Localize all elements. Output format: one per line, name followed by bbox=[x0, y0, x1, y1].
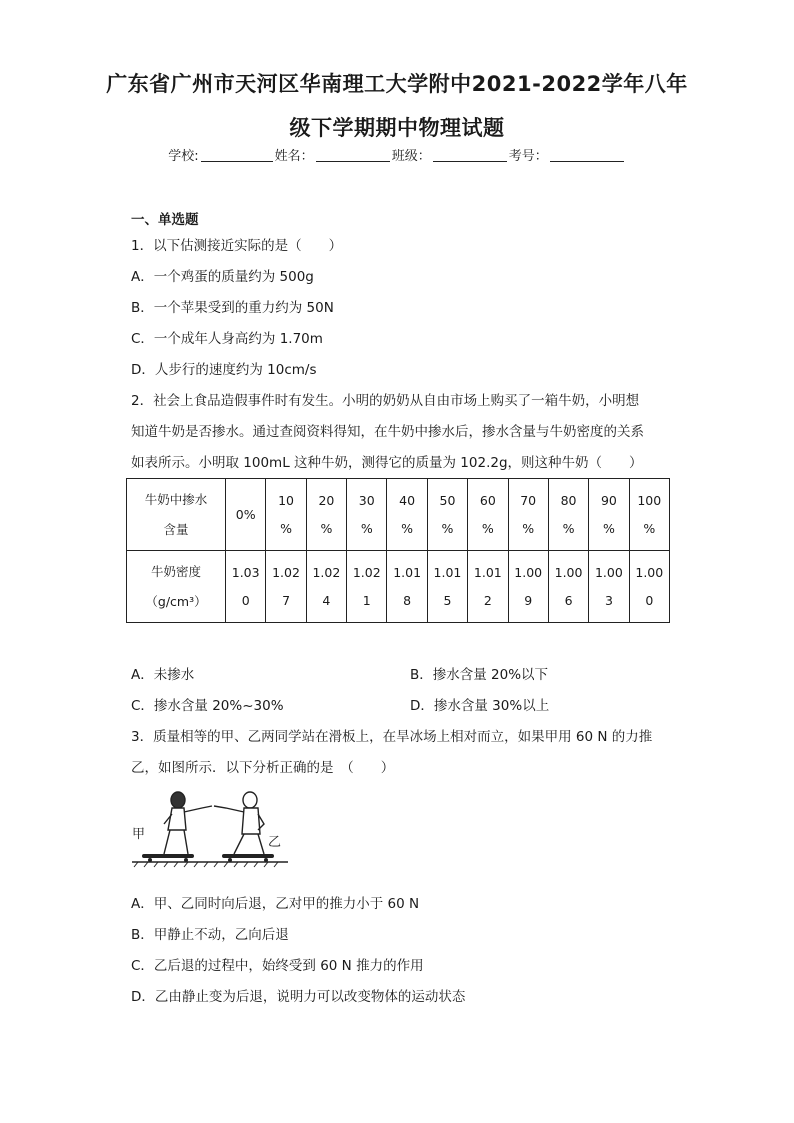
table-cell: 20 % bbox=[306, 479, 346, 551]
class-blank[interactable] bbox=[433, 147, 507, 162]
school-label: 学校: bbox=[168, 149, 199, 164]
skateboard-push-figure bbox=[130, 786, 290, 868]
q2-stem-line-2: 知道牛奶是否掺水。通过查阅资料得知，在牛奶中掺水后，掺水含量与牛奶密度的关系 bbox=[131, 424, 644, 440]
table-cell: 1.01 2 bbox=[468, 551, 508, 623]
table-cell: 70 % bbox=[508, 479, 548, 551]
table-cell: 0% bbox=[226, 479, 266, 551]
table-cell: 1.00 6 bbox=[548, 551, 588, 623]
student-info-line bbox=[0, 145, 794, 164]
person-jia bbox=[164, 792, 212, 854]
table-cell: 40 % bbox=[387, 479, 427, 551]
figure-label-left: 甲 bbox=[132, 827, 146, 842]
name-label: 姓名： bbox=[274, 149, 314, 164]
q2-option-d: D．掺水含量 30%以上 bbox=[410, 698, 550, 714]
table-cell: 1.03 0 bbox=[226, 551, 266, 623]
table-row bbox=[127, 551, 670, 623]
table-cell: 1.00 3 bbox=[589, 551, 629, 623]
q2-stem-line-3: 如表所示。小明取 100mL 这种牛奶，测得它的质量为 102.2g，则这种牛奶（ ） bbox=[131, 455, 643, 471]
table-header-cell: 牛奶中掺水 含量 bbox=[127, 479, 226, 551]
person-yi bbox=[214, 792, 264, 854]
table-cell: 1.01 8 bbox=[387, 551, 427, 623]
figure-label-right: 乙 bbox=[268, 835, 282, 850]
q1-stem: 1．以下估测接近实际的是（ ） bbox=[131, 238, 343, 254]
q1-option-a: A．一个鸡蛋的质量约为 500g bbox=[131, 269, 314, 285]
table-cell: 1.02 1 bbox=[347, 551, 387, 623]
q3-option-c: C．乙后退的过程中，始终受到 60 N 推力的作用 bbox=[131, 958, 424, 974]
table-cell: 1.00 0 bbox=[629, 551, 669, 623]
name-blank[interactable] bbox=[316, 147, 390, 162]
q3-stem-line-2: 乙，如图所示．以下分析正确的是 （ ） bbox=[131, 760, 395, 776]
q2-option-a: A．未掺水 bbox=[131, 667, 195, 683]
skateboard-right bbox=[222, 854, 274, 862]
q3-option-a: A．甲、乙同时向后退，乙对甲的推力小于 60 N bbox=[131, 896, 420, 912]
table-cell: 30 % bbox=[347, 479, 387, 551]
section-title: 一、单选题 bbox=[131, 212, 199, 228]
table-row bbox=[127, 479, 670, 551]
q2-option-c: C．掺水含量 20%~30% bbox=[131, 698, 284, 714]
table-cell: 10 % bbox=[266, 479, 306, 551]
table-cell: 90 % bbox=[589, 479, 629, 551]
page-title-line-1: 广东省广州市天河区华南理工大学附中2021-2022学年八年 bbox=[106, 72, 688, 96]
table-cell: 1.02 7 bbox=[266, 551, 306, 623]
table-cell: 100 % bbox=[629, 479, 669, 551]
class-label: 班级： bbox=[391, 149, 431, 164]
table-cell: 80 % bbox=[548, 479, 588, 551]
q1-option-d: D．人步行的速度约为 10cm/s bbox=[131, 362, 317, 378]
q3-option-b: B．甲静止不动，乙向后退 bbox=[131, 927, 289, 943]
q1-option-c: C．一个成年人身高约为 1.70m bbox=[131, 331, 323, 347]
school-blank[interactable] bbox=[201, 147, 273, 162]
q2-stem-line-1: 2．社会上食品造假事件时有发生。小明的奶奶从自由市场上购买了一箱牛奶，小明想 bbox=[131, 393, 640, 409]
table-cell: 1.00 9 bbox=[508, 551, 548, 623]
exam-number-label: 考号： bbox=[508, 149, 548, 164]
milk-density-table bbox=[126, 478, 670, 623]
table-header-cell: 牛奶密度 （g/cm³） bbox=[127, 551, 226, 623]
q3-option-d: D．乙由静止变为后退，说明力可以改变物体的运动状态 bbox=[131, 989, 466, 1005]
table-cell: 1.02 4 bbox=[306, 551, 346, 623]
table-cell: 1.01 5 bbox=[427, 551, 467, 623]
skateboard-left bbox=[142, 854, 194, 862]
exam-number-blank[interactable] bbox=[550, 147, 624, 162]
table-cell: 60 % bbox=[468, 479, 508, 551]
q2-option-b: B．掺水含量 20%以下 bbox=[410, 667, 549, 683]
table-cell: 50 % bbox=[427, 479, 467, 551]
page-title-line-2: 级下学期期中物理试题 bbox=[289, 116, 505, 140]
q1-option-b: B．一个苹果受到的重力约为 50N bbox=[131, 300, 334, 316]
q3-stem-line-1: 3．质量相等的甲、乙两同学站在滑板上，在旱冰场上相对而立，如果甲用 60 N 的力推 bbox=[131, 729, 653, 745]
